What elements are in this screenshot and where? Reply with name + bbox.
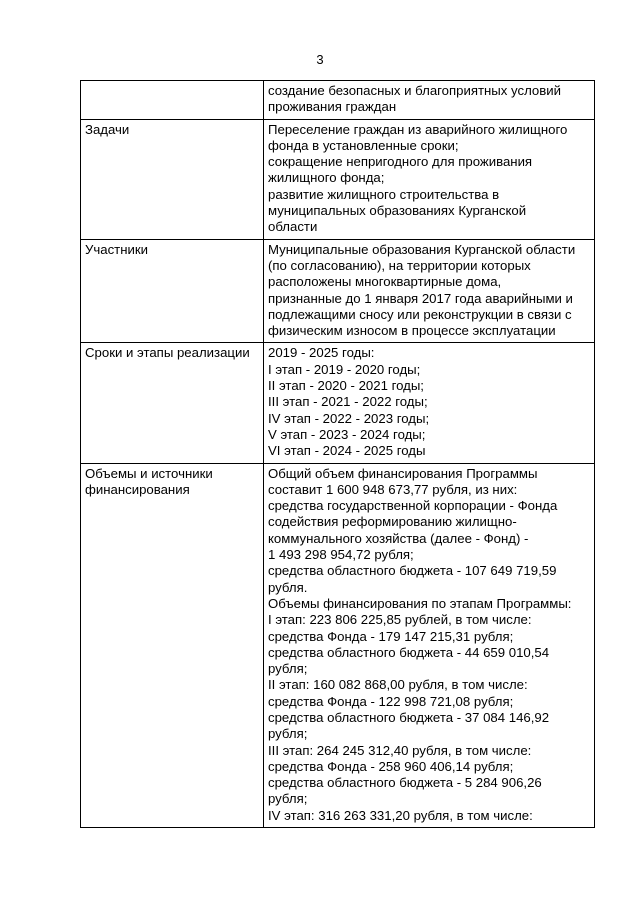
row-value-line: физическим износом в процессе эксплуатации	[268, 323, 556, 339]
row-value-cell	[264, 463, 595, 828]
row-value-line: составит 1 600 948 673,77 рубля, из них:	[268, 481, 518, 497]
row-value-line: развитие жилищного строительства в	[268, 186, 500, 202]
passport-row	[81, 463, 595, 828]
row-value-line: средства Фонда - 179 147 215,31 рубля;	[268, 628, 514, 644]
row-value-line: Муниципальные образования Курганской области	[268, 241, 576, 257]
row-value-line: проживания граждан	[268, 99, 397, 115]
row-value-line: средства областного бюджета - 5 284 906,26	[268, 775, 542, 791]
row-value-cell	[264, 81, 595, 120]
row-label-line: Задачи	[85, 121, 130, 137]
passport-row	[81, 239, 595, 343]
row-value-line: сокращение непригодного для проживания	[268, 154, 533, 170]
row-label-cell	[81, 119, 264, 239]
row-value-line: Переселение граждан из аварийного жилищного	[268, 121, 568, 137]
row-value-line: коммунального хозяйства (далее - Фонд) -	[268, 530, 529, 546]
row-value-line: средства областного бюджета - 107 649 719,59	[268, 563, 557, 579]
row-value-line: II этап - 2020 - 2021 годы;	[268, 378, 424, 394]
row-value-line: 1 493 298 954,72 рубля;	[268, 547, 414, 563]
row-value-line: средства Фонда - 258 960 406,14 рубля;	[268, 758, 514, 774]
row-value-line: муниципальных образованиях Курганской	[268, 203, 527, 219]
program-passport-table	[80, 80, 595, 828]
row-value-line: рубля;	[268, 661, 308, 677]
row-value-cell	[264, 239, 595, 343]
row-value-line: средства областного бюджета - 37 084 146,92	[268, 709, 550, 725]
passport-table-body	[81, 81, 595, 828]
passport-row	[81, 343, 595, 463]
row-label-cell	[81, 463, 264, 828]
row-value-cell	[264, 119, 595, 239]
row-value-line: 2019 - 2025 годы:	[268, 345, 375, 361]
row-value-line: I этап - 2019 - 2020 годы;	[268, 361, 421, 377]
row-value-line: V этап - 2023 - 2024 годы;	[268, 426, 426, 442]
row-value-line: III этап - 2021 - 2022 годы;	[268, 394, 428, 410]
row-value-line: Объемы финансирования по этапам Программы:	[268, 595, 572, 611]
row-value-line: рубля;	[268, 726, 308, 742]
row-label-line: Сроки и этапы реализации	[85, 345, 250, 361]
row-label-cell	[81, 239, 264, 343]
row-value-line: фонда в установленные сроки;	[268, 137, 459, 153]
row-value-line: I этап: 223 806 225,85 рублей, в том числе:	[268, 612, 532, 628]
row-label-line: Участники	[85, 241, 149, 257]
row-value-line: III этап: 264 245 312,40 рубля, в том числе:	[268, 742, 532, 758]
row-label-line: финансирования	[85, 481, 190, 497]
row-label-cell	[81, 81, 264, 120]
row-value-line: рубля.	[268, 579, 308, 595]
row-value-line: IV этап - 2022 - 2023 годы;	[268, 410, 430, 426]
row-value-line: IV этап: 316 263 331,20 рубля, в том числе:	[268, 807, 533, 823]
row-label-cell	[81, 343, 264, 463]
row-value-line: расположены многоквартирные дома,	[268, 274, 502, 290]
row-label-line: Объемы и источники	[85, 465, 213, 481]
row-value-line: средства государственной корпорации - Фонда	[268, 498, 558, 514]
passport-row	[81, 119, 595, 239]
row-value-line: жилищного фонда;	[268, 170, 385, 186]
row-value-cell	[264, 343, 595, 463]
row-value-line: II этап: 160 082 868,00 рубля, в том числе:	[268, 677, 528, 693]
row-value-line: (по согласованию), на территории которых	[268, 257, 531, 273]
passport-row	[81, 81, 595, 120]
row-value-line: признанные до 1 января 2017 года аварийными и	[268, 290, 573, 306]
row-value-line: подлежащими сносу или реконструкции в связи с	[268, 306, 572, 322]
row-value-line: средства областного бюджета - 44 659 010,54	[268, 644, 550, 660]
row-value-line: Общий объем финансирования Программы	[268, 465, 538, 481]
row-value-line: содействия реформированию жилищно-	[268, 514, 517, 530]
row-value-line: рубля;	[268, 791, 308, 807]
row-value-line: области	[268, 219, 318, 235]
row-value-line: средства Фонда - 122 998 721,08 рубля;	[268, 693, 514, 709]
page-number: 3	[316, 52, 324, 67]
row-value-line: VI этап - 2024 - 2025 годы	[268, 443, 426, 459]
row-value-line: создание безопасных и благоприятных условий	[268, 83, 562, 98]
